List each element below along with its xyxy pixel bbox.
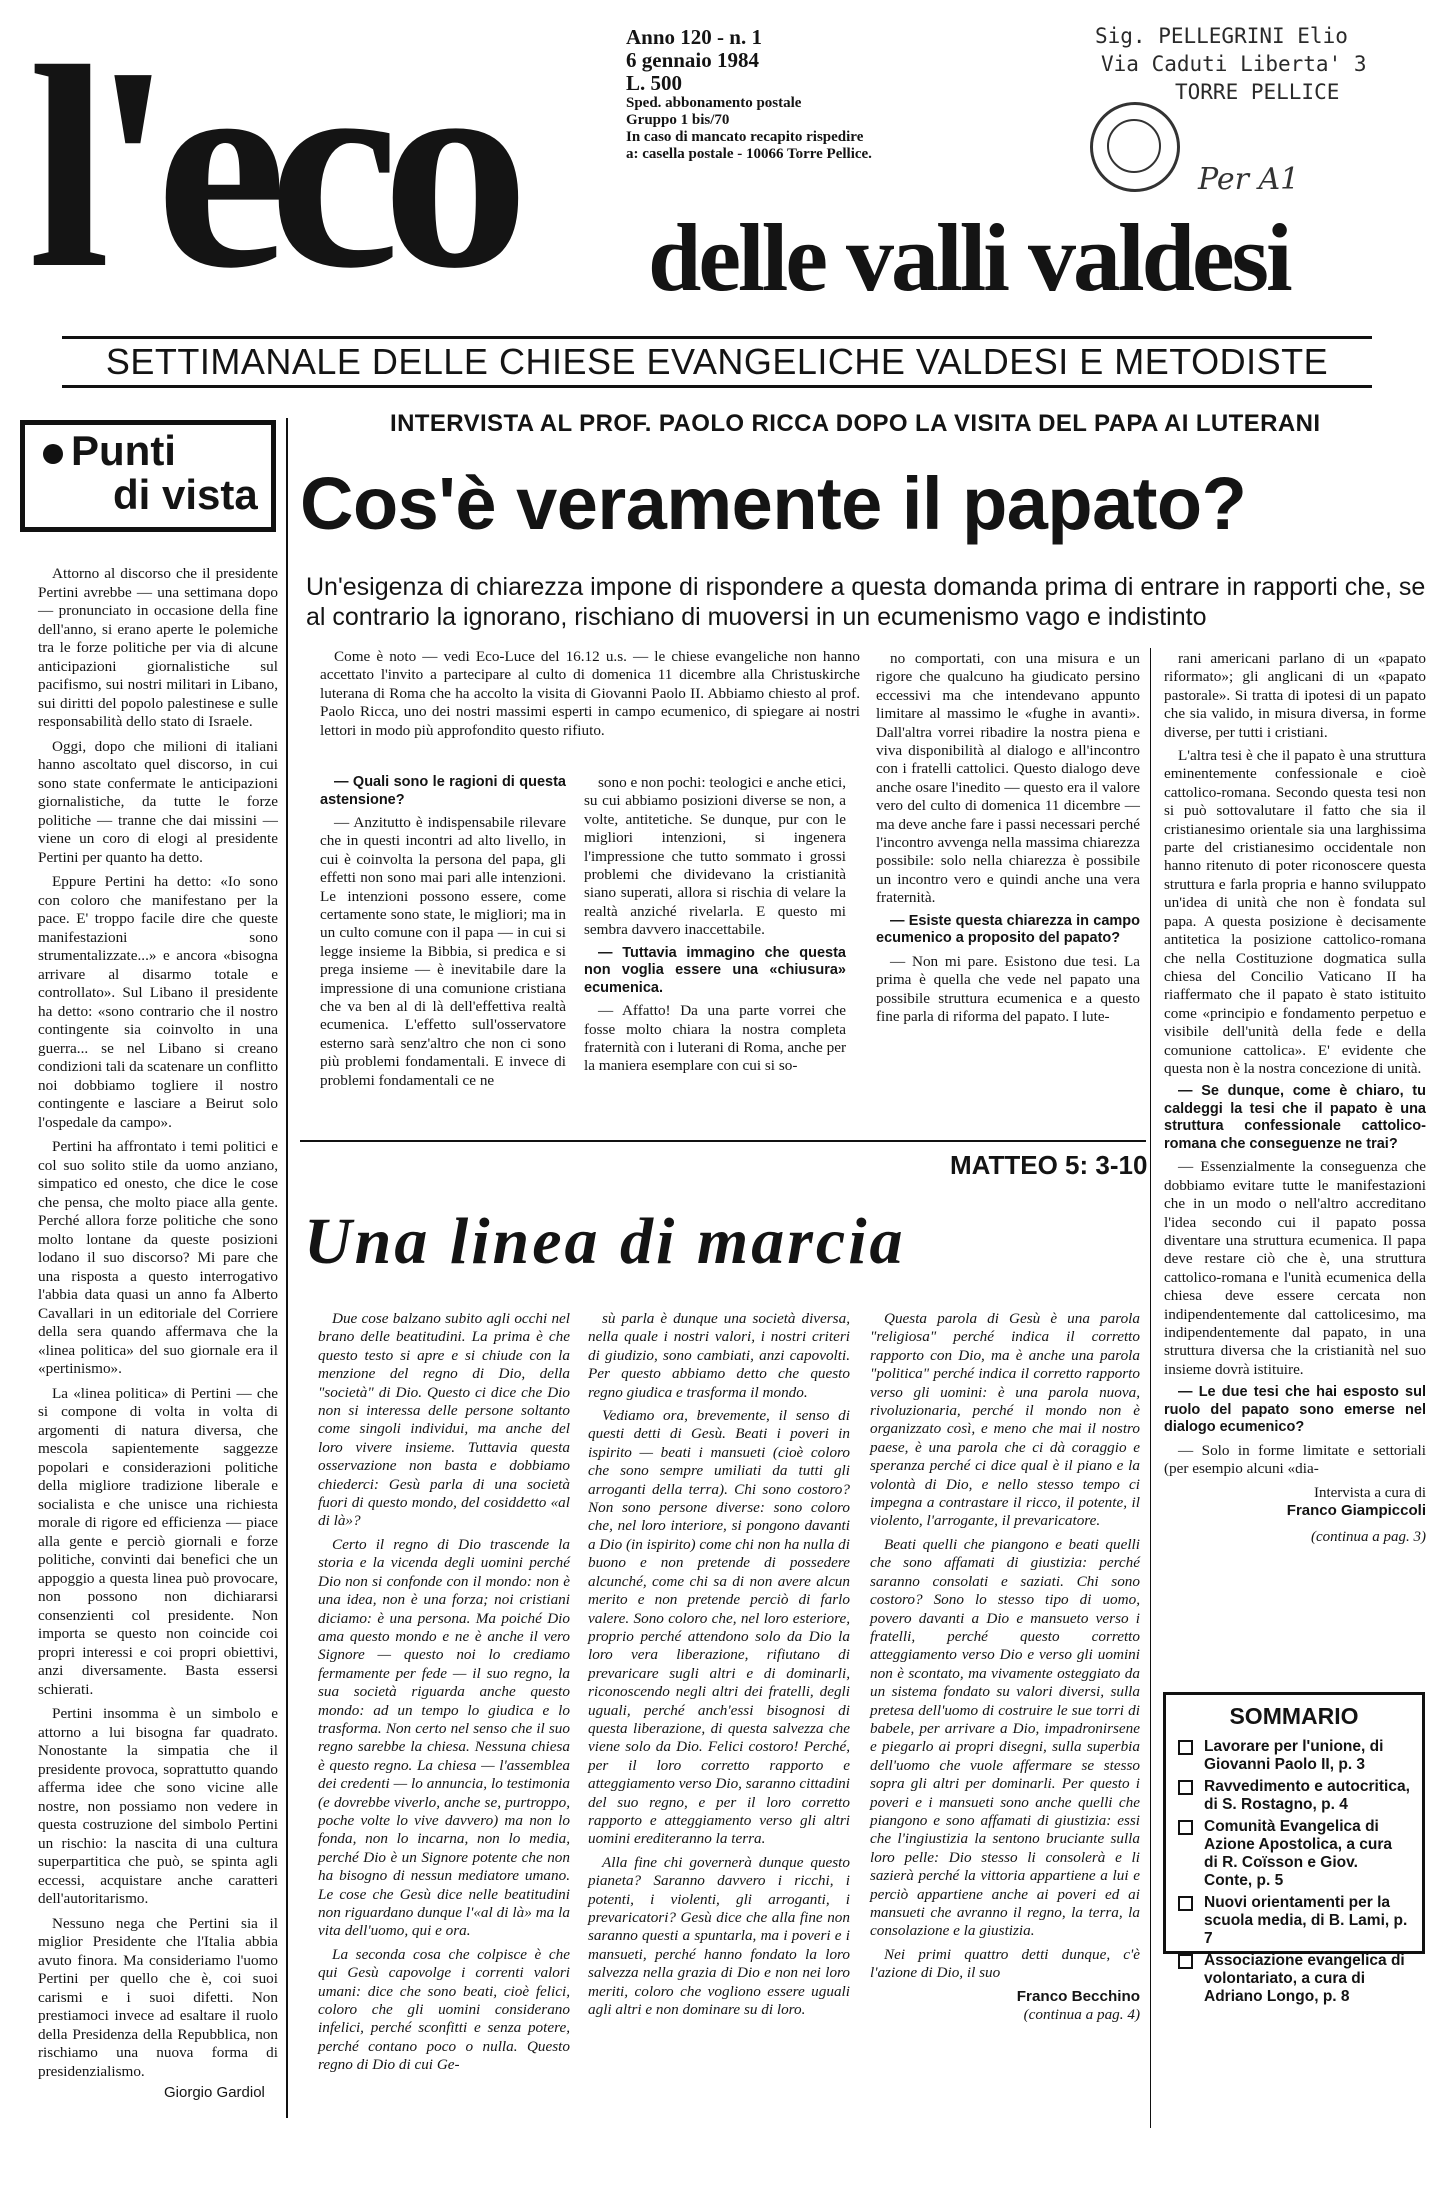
answer: — Affatto! Da una parte vorrei che fosse molto chiara la nostra completa fraternità con i luterani di Roma, anche per la maniera esemplare con cui si so-: [584, 1002, 846, 1075]
answer: — Non mi pare. Esistono due tesi. La prima è quella che vede nel papato una possibile struttura ecumenica e a questo fine parla di riforma del papato. I lute-: [876, 952, 1140, 1025]
article-intro: [320, 648, 860, 745]
newspaper-subtitle: delle valli valdesi: [648, 204, 1290, 311]
question: — Le due tesi che hai esposto sul ruolo del papato sono emerse nel dialogo ecumenico?: [1164, 1384, 1426, 1436]
toc-item[interactable]: Associazione evangelica di volontariato, a cura di Adriano Longo, p. 8: [1178, 1952, 1410, 2006]
question: — Tuttavia immagino che questa non voglia essere una «chiusura» ecumenica.: [584, 944, 846, 996]
checkbox-icon: [1178, 1896, 1193, 1911]
bullet-icon: [43, 444, 63, 464]
toc-item[interactable]: Lavorare per l'unione, di Giovanni Paolo II, p. 3: [1178, 1738, 1410, 1774]
second-article-headline: Una linea di marcia: [304, 1205, 906, 1278]
paragraph: Pertini ha affrontato i temi politici e col suo solito stile da uomo anziano, simpatico ed onesto, che dice le cose che pensa, che molto piace alla gente. Perché allora forze politiche che sono molto lontane da queste posizioni lodano il suo discorso? Mi pare che una risposta a questo interrogativo l'abbia data quasi un anno fa Alberto Cavallari in un editoriale del Corriere della sera quando affermava che la «linea politica» del suo giornale era il «pertinismo».: [38, 1138, 278, 1377]
paragraph: Attorno al discorso che il presidente Pertini avrebbe — una settimana dopo — pronunciato in occasione della fine dell'anno, si erano aperte le polemiche tra le forze politiche per via di alcune anticipazioni giornalistiche sul pacifismo, sui nostri militari in Libano, sui diritti del popolo palestinese e sulle responsabilità dello stato di Israele.: [38, 565, 278, 730]
answer: — Essenzialmente la conseguenza che dobbiamo evitare tutte le manifestazioni che in un modo o nell'altro accreditano l'idea secondo cui il papato possa diventare una struttura ecumenica. Il papa deve restare ciò che è, una struttura cattolico-romana e l'unità ecumenica della chiesa deve essere cercata non indipendentemente dal cattolicesimo, ma indipendentemente dal papato, in una struttura diversa che la cristianità nel suo insieme dovrà istituire.: [1164, 1158, 1426, 1378]
address-line: TORRE PELLICE: [1175, 80, 1340, 104]
answer: no comportati, con una misura e un rigore che qualcuno ha giudicato persino eccessivi ma che intendevano appunto limitare al massimo le «fughe in avanti». Dall'altra vorrei ribadire la nostra piena e viva disponibilità al dialogo e all'incontro con i fratelli cattolici. Questo dialogo deve anche osare l'inedito — questo era il valore vero del culto di domenica 11 dicembre — ma deve anche fare i passi necessari perché l'incontro avvenga nella massima chiarezza possibile: solo nella chiarezza è possibile un incontro vero e quindi anche una vera fraternità.: [876, 650, 1140, 907]
question: — Se dunque, come è chiaro, tu caldeggi la tesi che il papato è una struttura confessionale cattolico-romana che conseguenze ne trai?: [1164, 1083, 1426, 1152]
answer: L'altra tesi è che il papato è una struttura eminentemente confessionale e cioè cattolico-romana. Secondo questa tesi non si può sottovalutare il fatto che sia il cristianesimo orientale sia una larghissima parte del cristianesimo occidentale non hanno ritenuto di poter riconoscere questa struttura e farla propria e hanno sviluppato un'idea di unità che non è fondata sul papa. A questa posizione è decisamente antitetica la posizione cattolico-romana che nella Costituzione dogmatica sulla chiesa del Concilio Vaticano II ha riaffermato che il papato è stato istituito come «principio e fondamento perpetuo e visibile dell'unità della fede e della comunione cattolica». E' evidente che questa non è la nostra concezione di unità.: [1164, 747, 1426, 1077]
postal-line: a: casella postale - 10066 Torre Pellice.: [626, 146, 872, 162]
paragraph: La seconda cosa che colpisce è che qui Gesù capovolge i correnti valori umani: dice che sono beati, cioè felici, coloro che gli uomini considerano infelici, perché sconfitti e senza potere, perché contano poco o nulla. Questo regno di Dio di cui Ge-: [318, 1945, 570, 2074]
paragraph: Questa parola di Gesù è una parola "religiosa" perché indica il corretto rapporto con Dio, ma è anche una parola "politica" perché indica il corretto rapporto verso gli uomini: è una parola nuova, rivoluzionaria, perché il mondo non è organizzato così, e meno che mai il nostro paese, è una parola che ci dà coraggio e speranza perché ci dice qual è il piano e la volontà di Dio, e nello stesso tempo ci impegna a contrastare il ricco, il potente, il violento, l'arrogante, il prevaricatore.: [870, 1310, 1140, 1530]
checkbox-icon: [1178, 1820, 1193, 1835]
paragraph: La «linea politica» di Pertini — che si compone di volta in volta di argomenti di natura diversa, che mescola sapientemente saggezze popolari e considerazioni politiche della migliore tradizione liberale e socialista e che unisce una richiesta morale di rigore ed efficienza — piace alla gente e perciò giornali e forze politiche, convinti dai benefici che un appoggio a questa linea può provocare, non possono non dichiararsi consenzienti col presidente. Non importa se questo non coincide coi propri interessi e coi propri obiettivi, anzi diversamente. Basta essersi schierati.: [38, 1384, 278, 1698]
toc-item[interactable]: Ravvedimento e autocritica, di S. Rostagno, p. 4: [1178, 1778, 1410, 1814]
question: — Quali sono le ragioni di questa astensione?: [320, 774, 566, 808]
column-divider: [286, 418, 288, 2118]
pv-title-1: Punti: [71, 427, 176, 474]
paragraph: Beati quelli che piangono e beati quelli che sono affamati di giustizia: perché saranno consolati e saziati. Chi sono costoro? Sono lo stesso tipo di uomo, povero davanti a Dio e mansueto verso i fratelli, perché questo corretto atteggiamento verso Dio e verso gli uomini non è scontato, ma vivamente osteggiato da un sistema fondato su valori diversi, sulla pretesa dell'uomo di costruire le sue torri di babele, per arrivare a Dio, impadronirsene e piegarlo ai propri disegni, sulla superbia dell'uomo che vuole affermare se stesso sopra gli altri per dominarli. Per questo i poveri e i mansueti sono anche quelli che piangono e sono affamati di giustizia: essi che l'ingiustizia la sentono bruciante sulla loro pelle: Dio stesso li consolerà e li sazierà perché la vittoria appartiene a lui e perciò appartiene anche ai poveri ed ai mansueti che avranno il regno, la terra, la consolazione e la giustizia.: [870, 1535, 1140, 1940]
interviewer-name: Franco Giampiccoli: [1286, 1501, 1426, 1519]
punti-di-vista-box: [20, 420, 276, 532]
checkbox-icon: [1178, 1740, 1193, 1755]
subscriber-address: [1095, 22, 1367, 106]
answer: — Anzitutto è indispensabile rilevare che in questi incontri ad alto livello, in cui è coinvolta la persona del papa, gli effetti non sono mai pari alle intenzioni. Le intenzioni possono essere, come certamente sono state, le migliori; ma in un culto comune con il papa — in cui si legge insieme la Bibbia, si predica e si prega insieme — è inevitabile dare la impressione di una comunione cristiana che va ben al di là dell'effettiva realtà ecumenica. L'effetto sull'osservatore esterno sarà senz'altro che non ci sono più problemi fondamentali. E invece di problemi fondamentali ce ne: [320, 814, 566, 1089]
second-article-column-2: [588, 1310, 850, 2024]
article-column-3: [876, 650, 1140, 1031]
address-line: Via Caduti Liberta' 3: [1101, 52, 1367, 76]
article-column-4: [1164, 650, 1426, 1547]
second-article-column-1: [318, 1310, 570, 2080]
punti-di-vista-text: [38, 565, 278, 2087]
publication-info: [626, 26, 872, 163]
paragraph: Pertini insomma è un simbolo e attorno a lui bisogna far quadrato. Nonostante la simpatia che il presidente provoca, soprattutto quando afferma idee che sono vicine alle nostre, non possiamo non vedere in questa costruzione del simbolo Pertini un rischio: la nascita di una cultura superpartitica che può, se spinta agli eccessi, acquistare anche caratteri dell'autoritarismo.: [38, 1705, 278, 1907]
interviewer-label: Intervista a cura di: [1313, 1484, 1426, 1501]
paragraph: Certo il regno di Dio trascende la storia e la vicenda degli uomini perché Dio non si confonde con il mondo: non è una idea, non è una forza; noi cristiani diciamo: è una persona. Ma poiché Dio ama questo mondo e ne è anche il vero Signore — questo noi lo crediamo fermamente per fede — il suo regno, la sua società riguarda anche questo mondo: ad un tempo lo giudica e lo trasforma. Non certo nel senso che il suo regno sarebbe la chiesa. Nessuna chiesa è questo regno. La chiesa — l'assemblea dei credenti — lo annuncia, lo testimonia (e dovrebbe viverlo, anche se, purtroppo, poche volte lo vive davvero) ma non lo fonda, non lo incarna, non lo media, perché Dio è un Signore potente che non ha bisogno di nessun mediatore umano. Le cose che Gesù dice nelle beatitudini non riguardano dunque l'«al di là» ma la vita dell'uomo, qui e ora.: [318, 1535, 570, 1940]
postal-line: Gruppo 1 bis/70: [626, 112, 730, 128]
table-of-contents: [1163, 1692, 1425, 2005]
paragraph: Nei primi quattro detti dunque, c'è l'azione di Dio, il suo: [870, 1945, 1140, 1982]
bible-reference: MATTEO 5: 3-10: [950, 1150, 1148, 1180]
toc-item[interactable]: Comunità Evangelica di Azione Apostolica, a cura di R. Coïsson e Giov. Conte, p. 5: [1178, 1818, 1410, 1890]
section-divider: [300, 1140, 1146, 1142]
handwritten-note: Per A1: [1198, 162, 1300, 197]
newspaper-logo: l'eco: [28, 7, 512, 328]
checkbox-icon: [1178, 1780, 1193, 1795]
issue-date: 6 gennaio 1984: [626, 48, 760, 72]
paragraph: Nessuno nega che Pertini sia il miglior Presidente che l'Italia abbia avuto finora. Ma consideriamo l'uomo Pertini per quello che è, coi suoi carismi e i suoi difetti. Non prestiamoci invece ad esaltare il ruolo della Presidenza della Repubblica, non rischiamo una nuova forma di presidenzialismo.: [38, 1914, 278, 2080]
toc-title: SOMMARIO: [1229, 1703, 1359, 1729]
pv-title-2: di vista: [113, 471, 258, 518]
answer: — Solo in forme limitate e settoriali (per esempio alcuni «dia-: [1164, 1441, 1426, 1478]
answer: sono e non pochi: teologici e anche etici, su cui abbiamo posizioni diverse se non, a volte, antitetiche. Se dunque, pur con le migliori intenzioni, si ingenera l'impressione che tutto sommato i grossi problemi che dividevano la cristianità siano superati, allora si rischia di velare la realtà anziché rivelarla. E questo mi sembra davvero inaccettabile.: [584, 774, 846, 939]
article-headline: Cos'è veramente il papato?: [300, 462, 1247, 545]
author-signature: Giorgio Gardiol: [164, 2084, 265, 2101]
paragraph: Oggi, dopo che milioni di italiani hanno ascoltato quel discorso, in cui sono state confermate le anticipazioni giornalistiche, da tutte le forze politiche — tranne che dai missini — viene un coro di elogi al presidente Pertini per quanto ha detto.: [38, 737, 278, 866]
article-column-1: [320, 774, 566, 1095]
paragraph: Eppure Pertini ha detto: «Io sono con coloro che manifestano per la pace. E' troppo facile dire che queste manifestazioni sono strumentalizzate...» e ancora «bisogna arrivare al disarmo totale e controllato». Sul Libano il presidente ha detto: «sono contrario che il nostro contingente sia coinvolto in una guerra... se nel Libano si creano condizioni tali da scatenare un conflitto noi dobbiamo togliere il nostro contingente e lasciare a Beirut solo l'ospedale da campo».: [38, 873, 278, 1131]
article-kicker: INTERVISTA AL PROF. PAOLO RICCA DOPO LA VISITA DEL PAPA AI LUTERANI: [390, 410, 1321, 437]
postal-line: In caso di mancato recapito rispedire: [626, 129, 864, 145]
article-column-2: [584, 774, 846, 1081]
article-deck: Un'esigenza di chiarezza impone di rispondere a questa domanda prima di entrare in rapporti che, se al contrario la ignorano, rischiano di muoversi in un ecumenismo vago e indistinto: [306, 573, 1426, 631]
intro-paragraph: Come è noto — vedi Eco-Luce del 16.12 u.s. — le chiese evangeliche non hanno accettato l'invito a partecipare al culto di domenica 11 dicembre alla Christuskirche luterana di Roma che ha accolto la visita di Giovanni Paolo II. Abbiamo chiesto al prof. Paolo Ricca, uno dei nostri massimi esperti in campo ecumenico, di spiegare ai nostri lettori in modo più approfondito questo rifiuto.: [320, 648, 860, 739]
continued-note: (continua a pag. 3): [1311, 1529, 1426, 1546]
paragraph: Alla fine chi governerà dunque questo pianeta? Saranno davvero i ricchi, i potenti, i violenti, gli arroganti, i prevaricatori? Gesù dice che alla fine non saranno questi a spuntarla, ma i poveri e i mansueti, perché hanno fondato la loro salvezza nella grazia di Dio e non nei loro meriti, coloro che vogliono essere uguali agli altri e non dominare su di loro.: [588, 1853, 850, 2019]
author-signature: Franco Becchino: [1016, 1987, 1140, 2005]
second-article-column-3: [870, 1310, 1140, 2024]
address-line: Sig. PELLEGRINI Elio: [1095, 24, 1348, 48]
toc-item[interactable]: Nuovi orientamenti per la scuola media, di B. Lami, p. 7: [1178, 1894, 1410, 1948]
postal-stamp-icon: [1090, 102, 1180, 192]
paragraph: Due cose balzano subito agli occhi nel brano delle beatitudini. La prima è che questo testo si apre e si chiude con la menzione del regno di Dio, della "società" di Dio. Questo ci dice che Dio non si interessa delle persone soltanto come singoli individui, ma anche del loro vivere insieme. Tuttavia questa osservazione non basta e dobbiamo chiederci: Gesù parla di una società fuori di questo mondo, del cosiddetto «al di là»?: [318, 1310, 570, 1530]
issue-price: L. 500: [626, 71, 683, 95]
continued-note: (continua a pag. 4): [1023, 2006, 1140, 2024]
question: — Esiste questa chiarezza in campo ecumenico a proposito del papato?: [876, 912, 1140, 947]
paragraph: sù parla è dunque una società diversa, nella quale i nostri valori, i nostri criteri di giudizio, sono cambiati, anzi capovolti. Per questo abbiamo detto che questo regno giudica e trasforma il mondo.: [588, 1310, 850, 1401]
column-divider: [1150, 648, 1151, 2128]
issue-number: Anno 120 - n. 1: [626, 25, 762, 49]
postal-line: Sped. abbonamento postale: [626, 95, 802, 111]
checkbox-icon: [1178, 1954, 1193, 1969]
answer: rani americani parlano di un «papato riformato»; gli anglicani di un «papato pastorale». Si tratta di ipotesi di un papato che sia valido, in misura diversa, in forme diverse, per tutti i cristiani.: [1164, 650, 1426, 741]
paragraph: Vediamo ora, brevemente, il senso di questi detti di Gesù. Beati i poveri in ispirito — beati i mansueti (cioè coloro che sono sempre umiliati da tutti gli arroganti della terra). Chi sono costoro? Non sono persone diverse: sono coloro che, nel loro interiore, si pongono davanti a Dio (in ispirito) come chi non ha nulla di buono e non pretende di possedere alcunché, come chi sa di non avere alcun merito e non pretende perciò di farlo valere. Sono coloro che, nel loro esteriore, proprio perché attendono solo da Dio la loro vera liberazione, rifiutano di prevaricare sugli altri e di dominarli, riconoscendo negli altri dei fratelli, degli uguali, perché anch'essi bisognosi di questa liberazione, di questa salvezza che viene solo da Dio. Felici costoro! Perché, per il loro corretto rapporto e atteggiamento verso Dio, saranno cittadini del suo regno, e per il loro corretto rapporto e atteggiamento verso gli altri uomini erediteranno la terra.: [588, 1407, 850, 1848]
tagline-banner: SETTIMANALE DELLE CHIESE EVANGELICHE VALDESI E METODISTE: [62, 336, 1372, 388]
